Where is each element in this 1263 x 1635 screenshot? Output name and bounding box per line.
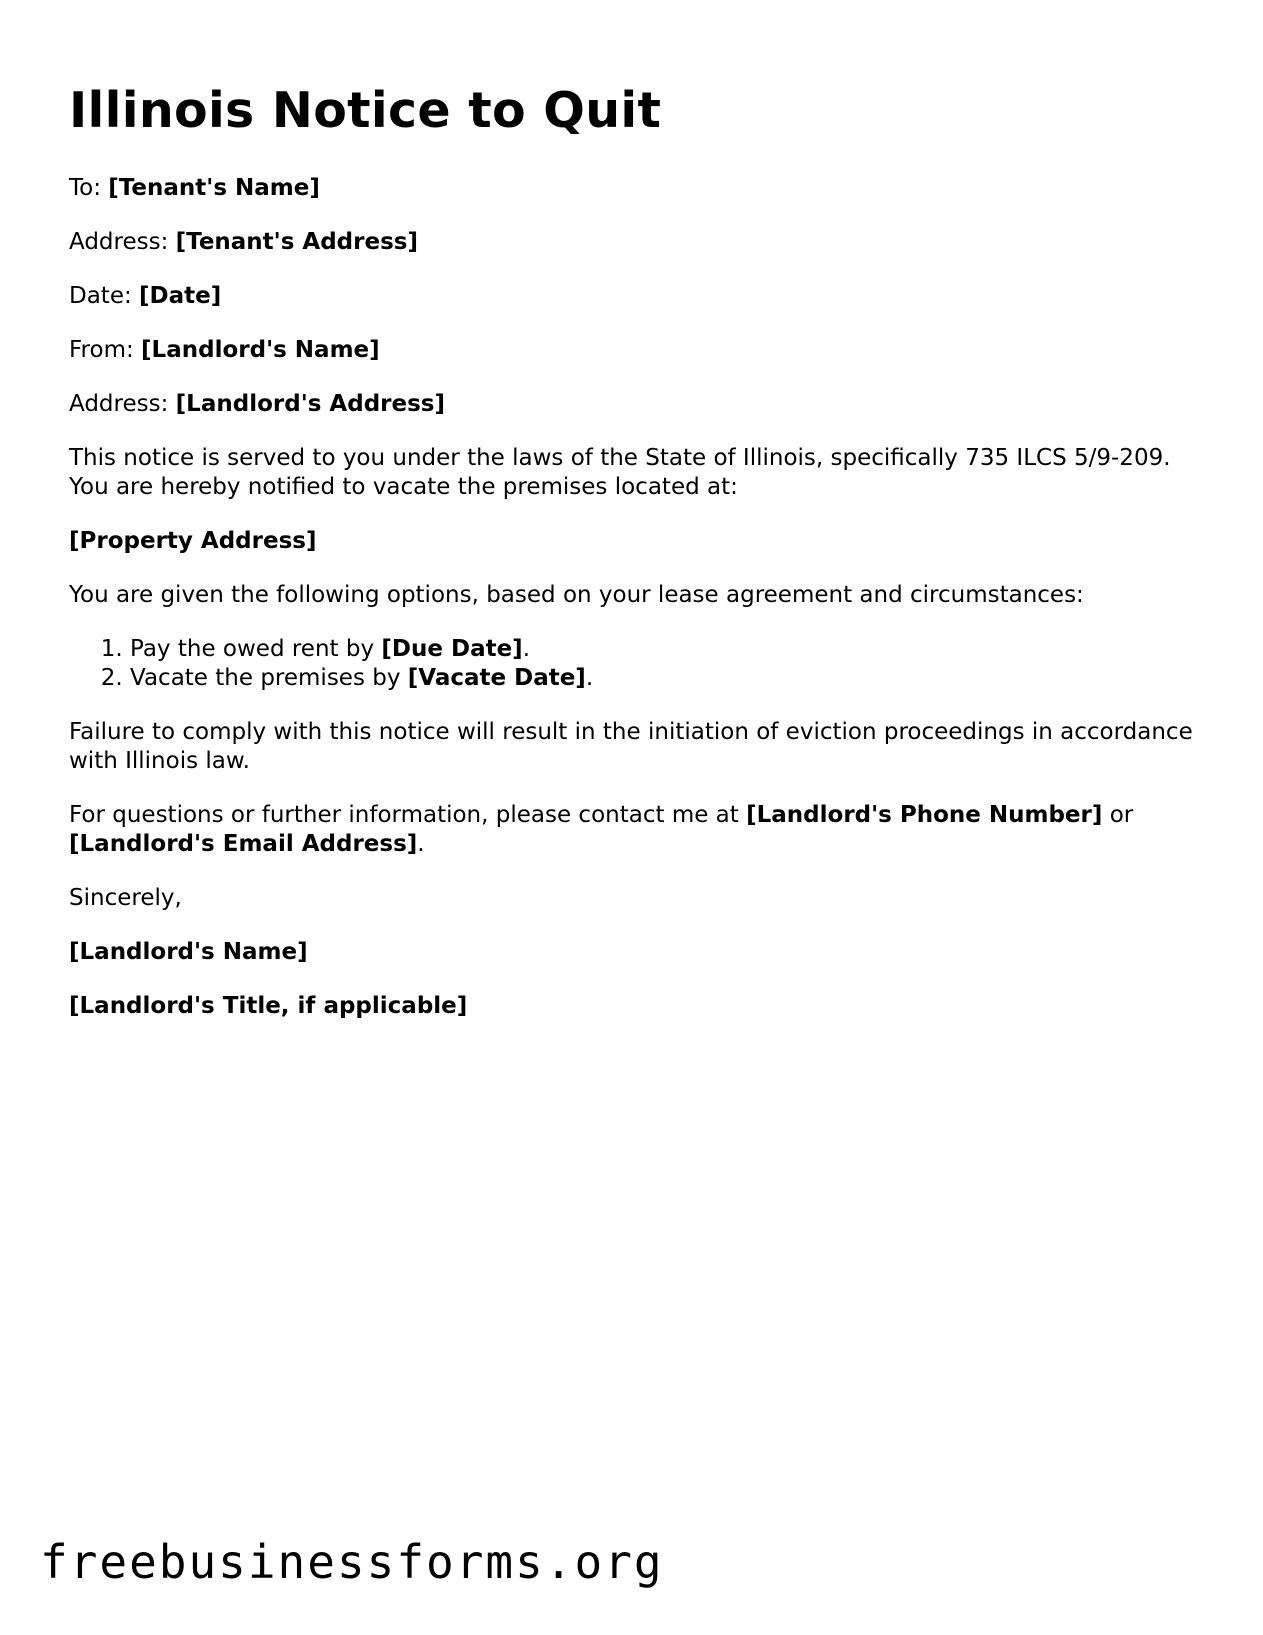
field-landlord-address [69,390,1199,419]
field-to [69,174,1199,203]
field-value: [Tenant's Address] [175,228,418,255]
signature-name: [Landlord's Name] [69,938,308,965]
field-label: To: [69,174,101,201]
field-label: Date: [69,282,132,309]
field-tenant-address [69,228,1199,257]
field-value: [Landlord's Name] [141,336,380,363]
contact-paragraph: For questions or further information, please contact me at [Landlord's Phone Number] or [Landlord's Email Address]. [69,801,1134,857]
options-list [69,635,1199,693]
field-label: Address: [69,390,169,417]
property-address: [Property Address] [69,527,317,554]
field-value: [Date] [139,282,222,309]
signature-title: [Landlord's Title, if applicable] [69,992,468,1019]
field-value: [Tenant's Name] [108,174,320,201]
field-label: From: [69,336,134,363]
landlord-phone: [Landlord's Phone Number] [746,801,1103,828]
failure-paragraph: Failure to comply with this notice will result in the initiation of eviction proceedings in accordance with Illinois law. [69,718,1193,774]
field-label: Address: [69,228,169,255]
closing: Sincerely, [69,884,182,911]
notice-document [69,82,1199,1046]
landlord-email: [Landlord's Email Address] [69,830,418,857]
watermark-text: freebusinessforms.org [40,1535,664,1589]
intro-paragraph: This notice is served to you under the laws of the State of Illinois, specifically 735 ILCS 5/9-209. You are hereby notified to vacate the premises located at: [69,444,1171,500]
document-title: Illinois Notice to Quit [69,82,662,139]
list-item: 2. Vacate the premises by [Vacate Date]. [130,664,1199,693]
options-intro: You are given the following options, based on your lease agreement and circumstances: [69,581,1084,608]
field-date [69,282,1199,311]
field-value: [Landlord's Address] [175,390,445,417]
list-item: 1. Pay the owed rent by [Due Date]. [130,635,1199,664]
field-from [69,336,1199,365]
